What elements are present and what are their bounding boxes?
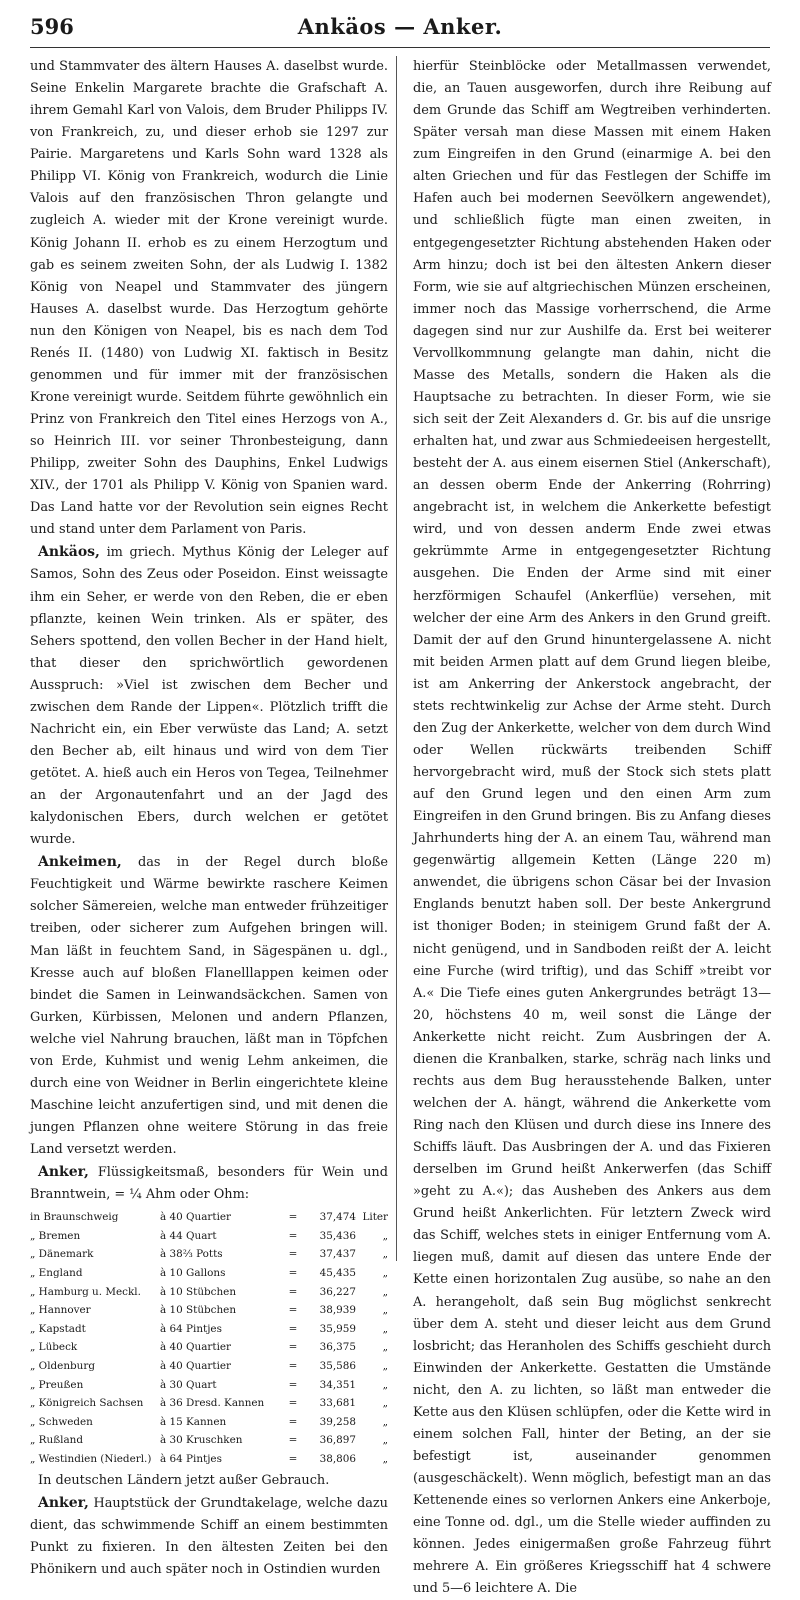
right-column xyxy=(413,56,771,1597)
table-row xyxy=(30,1450,388,1469)
left-column xyxy=(30,56,388,1577)
entry-anker-measure xyxy=(30,1161,388,1206)
table-unit: „ xyxy=(382,1360,388,1372)
table-equals: = xyxy=(288,1378,298,1391)
table-place: „ Westindien (Niederl.) xyxy=(30,1452,152,1465)
table-unit: Liter xyxy=(362,1211,388,1224)
table-row xyxy=(30,1320,388,1339)
headword-anker-ship: Anker, xyxy=(38,1494,89,1511)
table-place: „ Dänemark xyxy=(30,1248,94,1261)
table-place: „ Hannover xyxy=(30,1304,91,1317)
table-value: 39,258 xyxy=(319,1415,356,1428)
table-equals: = xyxy=(288,1285,298,1298)
paragraph-anjou-continued: und Stammvater des ältern Hauses A. daselbst wurde. Seine Enkelin Margarete brachte die Grafschaft A. ihrem Gemahl Karl von Valois, dem Bruder Philipps IV. von Frankreich, zu, und dieser erhob sie 1297 zur Pairie. Margaretens und Karls Sohn ward 1328 als Philipp VI. König von Frankreich, wodurch die Linie Valois auf den französischen Thron gelangte und zugleich A. wieder mit der Krone vereinigt wurde. König Johann II. erhob es zu einem Herzogtum und gab es seinem zweiten Sohn, der als Ludwig I. 1382 König von Neapel und Stammvater des jüngern Hauses A. daselbst wurde. Das Herzogtum gehörte nun den Königen von Neapel, bis es nach dem Tod Renés II. (1480) von Ludwig XI. faktisch in Besitz genommen und für immer mit der französischen Krone vereinigt wurde. Seitdem führte gewöhnlich ein Prinz von Frankreich den Titel eines Herzogs von A., so Heinrich III. vor seiner Thronbesteigung, dann Philipp, zweiter Sohn des Dauphins, Enkel Ludwigs XIV., der 1701 als Philipp V. König von Spanien ward. Das Land hatte vor der Revolution sein eignes Recht und stand unter dem Parlament von Paris. xyxy=(30,59,388,538)
table-value: 36,375 xyxy=(319,1341,356,1354)
table-place: „ Hamburg u. Meckl. xyxy=(30,1285,141,1298)
table-value: 35,586 xyxy=(319,1360,356,1372)
table-place: „ Bremen xyxy=(30,1229,81,1242)
headword-ankaeos: Ankäos, xyxy=(38,544,100,561)
table-value: 36,897 xyxy=(319,1434,356,1447)
table-measure: à 36 Dresd. Kannen xyxy=(160,1397,265,1410)
table-equals: = xyxy=(288,1360,298,1372)
table-place: „ Kapstadt xyxy=(30,1322,86,1335)
page-title: Ankäos — Anker. xyxy=(297,14,503,39)
table-measure: à 15 Kannen xyxy=(160,1415,227,1428)
entry-anker-ship-text: Hauptstück der Grundtakelage, welche dazu dient, das schwimmende Schiff an einem bestimmten Punkt zu fixieren. In den ältesten Zeiten bei den Phönikern und auch später noch in Ostindien wurden xyxy=(30,1495,388,1577)
table-place: „ Rußland xyxy=(30,1434,84,1447)
table-value: 35,959 xyxy=(319,1322,356,1335)
table-value: 34,351 xyxy=(319,1378,356,1391)
table-measure: à 10 Gallons xyxy=(160,1267,226,1280)
table-value: 37,474 xyxy=(319,1211,356,1224)
table-unit: „ xyxy=(382,1304,388,1317)
table-value: 35,436 xyxy=(319,1229,356,1242)
table-place: „ Preußen xyxy=(30,1378,84,1391)
table-equals: = xyxy=(288,1434,298,1447)
table-measure: à 10 Stübchen xyxy=(160,1304,237,1317)
entry-ankeimen xyxy=(30,851,388,1161)
table-place: „ Lübeck xyxy=(30,1341,78,1354)
page-number: 596 xyxy=(30,14,74,39)
headword-ankeimen: Ankeimen, xyxy=(38,854,122,871)
table-value: 38,806 xyxy=(319,1452,356,1465)
conversion-table xyxy=(30,1208,388,1468)
table-unit: „ xyxy=(382,1452,388,1465)
table-row xyxy=(30,1264,388,1283)
entry-anker-ship-continued: hierfür Steinblöcke oder Metallmassen verwendet, die, an Tauen ausgeworfen, durch ihre Reibung auf dem Grunde das Schiff am Wegtreiben verhinderten. Später versah man diese Massen mit einem Haken zum Eingreifen in den Grund (einarmige A. bei den alten Griechen und für das Festlegen der Schiffe im Hafen auch bei modernen Seevölkern angewendet), und schließlich fügte man einen zweiten, in entgegengesetzter Richtung abstehenden Haken oder Arm hinzu; doch ist bei den ältesten Ankern dieser Form, wie sie auf altgriechischen Münzen erscheinen, immer noch das Massige vorherrschend, die Arme dagegen sind nur zur Aushilfe da. Erst bei weiterer Vervollkommnung gelangte man dahin, nicht die Masse des Metalls, sondern die Haken als die Hauptsache zu betrachten. In dieser Form, wie sie sich seit der Zeit Alexanders d. Gr. bis auf die unsrige erhalten hat, und zwar aus Schmiedeeisen hergestellt, besteht der A. aus einem eisernen Stiel (Ankerschaft), an dessen oberm Ende der Ankerring (Rohrring) angebracht ist, in welchem die Ankerkette befestigt wird, und von dessen anderm Ende zwei etwas gekrümmte Arme in entgegengesetzter Richtung ausgehen. Die Enden der Arme sind mit einer herzförmigen Schaufel (Ankerflüe) versehen, mit welcher der eine Arm des Ankers in den Grund greift. Damit der auf den Grund hinuntergelassene A. nicht mit beiden Armen platt auf dem Grund liegen bleibe, ist am Ankerring der Ankerstock angebracht, der stets rechtwinkelig zur Achse der Arme steht. Durch den Zug der Ankerkette, welcher von dem durch Wind oder Wellen rückwärts treibenden Schiff hervorgebracht wird, muß der Stock sich stets platt auf den Grund legen und den einen Arm zum Eingreifen in den Grund bringen. Bis zu Anfang dieses Jahrhunderts hing der A. an einem Tau, während man gegenwärtig allgemein Ketten (Länge 220 m) anwendet, die übrigens schon Cäsar bei der Invasion Englands benutzt haben soll. Der beste Ankergrund ist thoniger Boden; in steinigem Grund faßt der A. nicht genügend, und in Sandboden reißt der A. leicht eine Furche (wird triftig), und das Schiff »treibt vor A.« Die Tiefe eines guten Ankergrundes beträgt 13—20, höchstens 40 m, weil sonst die Länge der Ankerkette nicht reicht. Zum Ausbringen der A. dienen die Kranbalken, starke, schräg nach links und rechts aus dem Bug herausstehende Balken, unter welchen der A. hängt, während die Ankerkette vom Ring nach den Klüsen und durch diese ins Innere des Schiffs läuft. Das Ausbringen der A. und das Fixieren derselben im Grund heißt Ankerwerfen (das Schiff »geht zu A.«); das Ausheben des Ankers aus dem Grund heißt Ankerlichten. Für letztern Zweck wird das Schiff, welches stets in einiger Entfernung vom A. liegen muß, damit auf diesen das untere Ende der Kette einen horizontalen Zug ausübe, so nahe an den A. herangeholt, daß sein Bug möglichst senkrecht über dem A. steht und dieser leicht aus dem Grund losbricht; das Heranholen des Schiffs geschieht durch Einwinden der Ankerkette. Gestatten die Umstände nicht, den A. zu lichten, so läßt man entweder die Kette aus den Klüsen schlüpfen, oder die Kette wird in einem solchen Fall, hinter der Beting, an der sie befestigt ist, auseinander genommen (ausgeschäckelt). Wenn möglich, befestigt man an das Kettenende eines so verlornen Ankers eine Ankerboje, eine Tonne od. dgl., um die Stelle wieder auffinden zu können. Jedes einigermaßen große Fahrzeug führt mehrere A. Ein größeres Kriegsschiff hat 4 schwere und 5—6 leichtere A. Die xyxy=(413,59,771,1597)
table-measure: à 44 Quart xyxy=(160,1229,217,1242)
table-measure: à 10 Stübchen xyxy=(160,1285,237,1298)
table-equals: = xyxy=(288,1322,298,1335)
table-row xyxy=(30,1301,388,1320)
table-unit: „ xyxy=(382,1229,388,1242)
table-unit: „ xyxy=(382,1378,388,1391)
table-equals: = xyxy=(288,1267,298,1280)
table-place: „ Schweden xyxy=(30,1415,93,1428)
table-row xyxy=(30,1208,388,1227)
table-equals: = xyxy=(288,1415,298,1428)
table-measure: à 40 Quartier xyxy=(160,1211,232,1224)
table-row xyxy=(30,1245,388,1264)
table-row xyxy=(30,1227,388,1246)
table-value: 33,681 xyxy=(319,1397,356,1410)
table-unit: „ xyxy=(382,1434,388,1447)
table-unit: „ xyxy=(382,1341,388,1354)
entry-anker-measure-text: Flüssigkeitsmaß, besonders für Wein und Branntwein, = ¼ Ahm oder Ohm: xyxy=(30,1165,388,1203)
table-equals: = xyxy=(288,1229,298,1242)
table-place: „ Königreich Sachsen xyxy=(30,1397,144,1410)
table-value: 36,227 xyxy=(319,1285,356,1298)
table-unit: „ xyxy=(382,1397,388,1410)
table-place: „ England xyxy=(30,1267,83,1280)
table-measure: à 40 Quartier xyxy=(160,1341,232,1354)
table-unit: „ xyxy=(382,1267,388,1280)
table-equals: = xyxy=(288,1397,298,1410)
table-row xyxy=(30,1338,388,1357)
column-divider xyxy=(396,56,397,1261)
table-equals: = xyxy=(288,1211,298,1224)
table-equals: = xyxy=(288,1248,298,1261)
table-equals: = xyxy=(288,1452,298,1465)
entry-ankaeos xyxy=(30,541,388,851)
table-unit: „ xyxy=(382,1248,388,1261)
entry-ankeimen-text: das in der Regel durch bloße Feuchtigkeit und Wärme bewirkte raschere Keimen solcher Sämereien, welche man entweder frühzeitiger treiben, oder sicherer zum Aufgehen bringen will. Man läßt in feuchtem Sand, in Sägespänen u. dgl., Kresse auch auf bloßen Flanelllappen keimen oder bindet die Samen in Leinwandsäckchen. Samen von Gurken, Kürbissen, Melonen und andern Pflanzen, welche viel Nahrung brauchen, läßt man in Töpfchen von Erde, Kuhmist und wenig Lehm ankeimen, die durch eine von Weidner in Berlin eingerichtete kleine Maschine leicht anzufertigen sind, und mit denen die jungen Pflanzen ohne weitere Störung in das freie Land versetzt werden. xyxy=(30,855,388,1158)
table-value: 45,435 xyxy=(319,1267,356,1280)
entry-ankaeos-text: im griech. Mythus König der Leleger auf Samos, Sohn des Zeus oder Poseidon. Einst weissagte ihm ein Seher, er werde von den Reben, die er eben pflanzte, keinen Wein trinken. Als er später, des Sehers spottend, den vollen Becher in der Hand hielt, that dieser den sprichwörtlich gewordenen Ausspruch: »Viel ist zwischen dem Becher und zwischen dem Rande der Lippen«. Plötzlich trifft die Nachricht ein, ein Eber verwüste das Land; A. setzt den Becher ab, eilt hinaus und wird von dem Tier getötet. A. hieß auch ein Heros von Tegea, Teilnehmer an der Argonautenfahrt und an der Jagd des kalydonischen Ebers, durch welchen er getötet wurde. xyxy=(30,545,388,848)
entry-anker-ship xyxy=(30,1492,388,1581)
table-value: 38,939 xyxy=(319,1304,356,1317)
table-measure: à 64 Pintjes xyxy=(160,1322,222,1335)
table-place: in Braunschweig xyxy=(30,1211,119,1224)
table-measure: à 64 Pintjes xyxy=(160,1452,222,1465)
table-row xyxy=(30,1376,388,1395)
header-rule xyxy=(30,47,770,48)
table-row xyxy=(30,1357,388,1376)
table-measure: à 40 Quartier xyxy=(160,1360,232,1372)
table-equals: = xyxy=(288,1341,298,1354)
table-unit: „ xyxy=(382,1285,388,1298)
table-measure: à 30 Kruschken xyxy=(160,1434,243,1447)
table-value: 37,437 xyxy=(319,1248,356,1261)
table-measure: à 30 Quart xyxy=(160,1378,217,1391)
table-place: „ Oldenburg xyxy=(30,1360,95,1372)
table-row xyxy=(30,1431,388,1450)
table-row xyxy=(30,1413,388,1432)
table-equals: = xyxy=(288,1304,298,1317)
after-table-note: In deutschen Ländern jetzt außer Gebrauch. xyxy=(38,1472,330,1488)
table-row xyxy=(30,1394,388,1413)
table-unit: „ xyxy=(382,1415,388,1428)
page-header xyxy=(30,14,770,44)
table-measure: à 38⅔ Potts xyxy=(160,1248,223,1261)
headword-anker-measure: Anker, xyxy=(38,1164,89,1181)
table-unit: „ xyxy=(382,1322,388,1335)
table-row xyxy=(30,1283,388,1302)
